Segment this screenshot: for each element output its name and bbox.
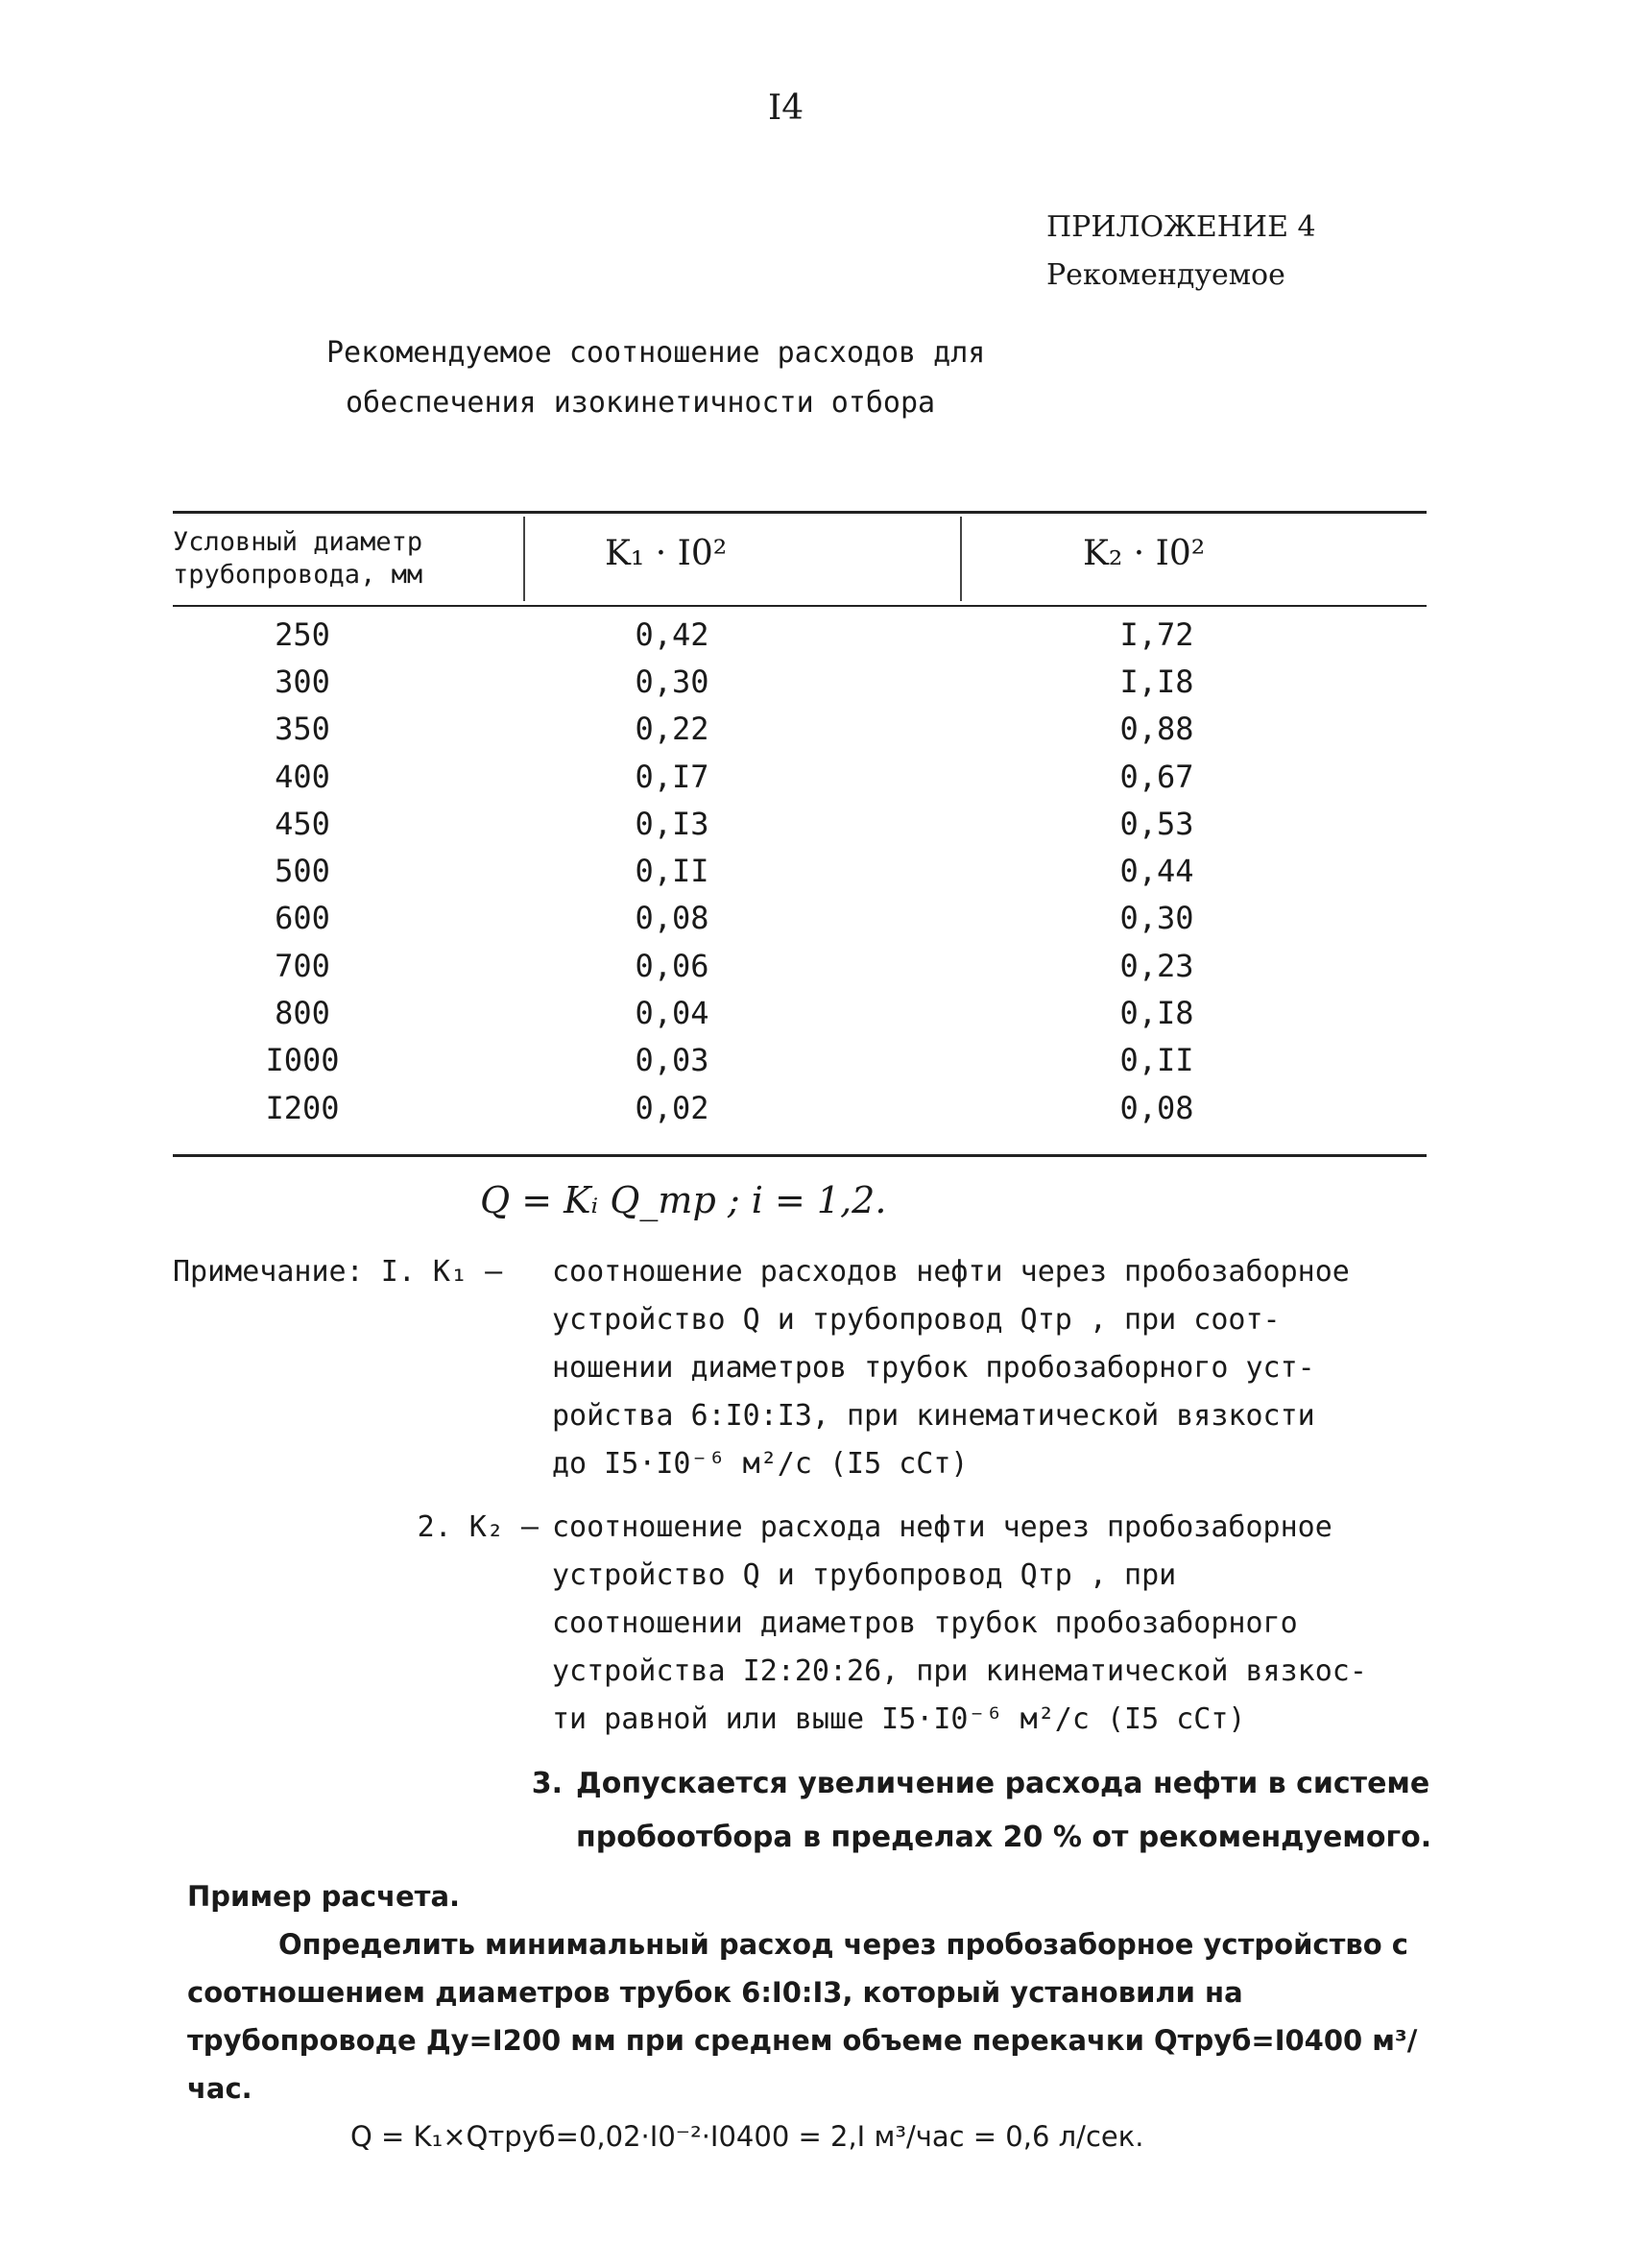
header-diameter-line-2: трубопровода, мм	[173, 560, 423, 590]
appendix-header	[1046, 204, 1316, 300]
note-line: ти равной или выше I5·I0⁻⁶ м²/с (I5 сСт)	[552, 1702, 1246, 1736]
formula: Q = Kᵢ Q_тр ; i = 1,2.	[480, 1179, 887, 1221]
cell-diameter: 300	[275, 663, 330, 700]
note-line: ройства 6:I0:I3, при кинематической вязкости	[552, 1399, 1315, 1433]
appendix-label: ПРИЛОЖЕНИЕ 4	[1046, 210, 1316, 244]
note-1	[173, 1248, 1459, 1488]
cell-k2: 0,30	[1119, 900, 1194, 937]
note-line: ношении диаметров трубок пробозаборного уст-	[552, 1351, 1315, 1385]
note-line: устройства I2:20:26, при кинематической вязкос-	[552, 1654, 1367, 1688]
note-line: Допускается увеличение расхода нефти в системе	[576, 1767, 1430, 1800]
table-row	[173, 847, 1427, 894]
note-2-body	[552, 1504, 1435, 1744]
appendix-status: Рекомендуемое	[1046, 258, 1285, 292]
table-row	[173, 706, 1427, 753]
cell-k1: 0,22	[635, 711, 709, 748]
table-header-diameter	[173, 526, 422, 591]
cell-k1: 0,I3	[635, 805, 709, 842]
cell-k2: 0,I8	[1119, 995, 1194, 1032]
table-header-rule	[173, 605, 1427, 607]
page-title	[326, 328, 985, 428]
cell-k1: 0,I7	[635, 758, 709, 795]
cell-diameter: 700	[275, 947, 330, 984]
title-line-2: обеспечения изокинетичности отбора	[346, 386, 936, 420]
cell-k2: 0,88	[1119, 711, 1194, 748]
note-line: соотношении диаметров трубок пробозаборного	[552, 1606, 1298, 1640]
note-1-label: Примечание: I. K₁ –	[173, 1255, 503, 1289]
table-bottom-rule	[173, 1154, 1427, 1157]
note-line: пробоотбора в пределах 20 % от рекомендуемого.	[576, 1821, 1432, 1854]
title-line-1: Рекомендуемое соотношение расходов для	[326, 336, 986, 370]
cell-k2: 0,44	[1119, 853, 1194, 890]
note-line: до I5·I0⁻⁶ м²/с (I5 сСт)	[552, 1447, 969, 1481]
note-2-label: 2. K₂ –	[417, 1510, 539, 1544]
note-line: соотношение расхода нефти через пробозаборное	[552, 1510, 1332, 1544]
note-line: устройство Q и трубопровод Qтр , при	[552, 1558, 1177, 1592]
cell-k1: 0,03	[635, 1042, 709, 1079]
cell-k2: 0,67	[1119, 758, 1194, 795]
note-3-label: 3.	[531, 1767, 563, 1800]
example-section	[187, 1872, 1435, 2160]
table-column-separator	[960, 517, 962, 601]
table-row	[173, 753, 1427, 800]
example-calculation: Q = K₁×Qтруб=0,02·I0⁻²·I0400 = 2,I м³/час = 0,6 л/сек.	[350, 2120, 1144, 2153]
cell-k1: 0,02	[635, 1089, 709, 1126]
notes-section	[173, 1248, 1459, 1865]
cell-k2: 0,II	[1119, 1042, 1194, 1079]
cell-diameter: 400	[275, 758, 330, 795]
table-body	[173, 611, 1427, 1131]
header-diameter-line-1: Условный диаметр	[173, 527, 423, 557]
table-row	[173, 1084, 1427, 1131]
table-row	[173, 895, 1427, 942]
table-row	[173, 942, 1427, 989]
cell-diameter: 800	[275, 995, 330, 1032]
table-row	[173, 1037, 1427, 1084]
cell-k2: 0,53	[1119, 805, 1194, 842]
cell-k2: I,72	[1119, 615, 1194, 653]
cell-k1: 0,04	[635, 995, 709, 1032]
cell-diameter: 250	[275, 615, 330, 653]
table-row	[173, 611, 1427, 658]
note-1-body	[552, 1248, 1435, 1488]
page-number: I4	[768, 88, 804, 128]
example-body: Определить минимальный расход через пробозаборное устройство с соотношением диаметров трубок 6:I0:I3, который установили на трубопроводе Ду=I200 мм при среднем объеме перекачки Qтруб=I0400 м³/час.	[187, 1928, 1418, 2105]
note-3-body	[576, 1757, 1459, 1865]
cell-k1: 0,06	[635, 947, 709, 984]
table-column-separator	[523, 517, 525, 601]
table-row	[173, 658, 1427, 705]
cell-k1: 0,08	[635, 900, 709, 937]
note-3	[173, 1757, 1459, 1865]
cell-diameter: 350	[275, 711, 330, 748]
cell-diameter: I000	[265, 1042, 340, 1079]
cell-diameter: 500	[275, 853, 330, 890]
cell-diameter: 450	[275, 805, 330, 842]
cell-diameter: I200	[265, 1089, 340, 1126]
table-header-k1: K₁ · I0²	[605, 534, 728, 573]
cell-k2: 0,08	[1119, 1089, 1194, 1126]
cell-k2: I,I8	[1119, 663, 1194, 700]
table-header-k2: K₂ · I0²	[1083, 534, 1206, 573]
table-row	[173, 989, 1427, 1036]
cell-k1: 0,II	[635, 853, 709, 890]
note-line: устройство Q и трубопровод Qтр , при соот-	[552, 1303, 1281, 1337]
note-2	[173, 1504, 1459, 1744]
table-row	[173, 800, 1427, 847]
cell-k2: 0,23	[1119, 947, 1194, 984]
table-top-rule	[173, 511, 1427, 514]
cell-k1: 0,42	[635, 615, 709, 653]
cell-diameter: 600	[275, 900, 330, 937]
note-line: соотношение расходов нефти через пробозаборное	[552, 1255, 1350, 1289]
cell-k1: 0,30	[635, 663, 709, 700]
example-title: Пример расчета.	[187, 1880, 461, 1913]
